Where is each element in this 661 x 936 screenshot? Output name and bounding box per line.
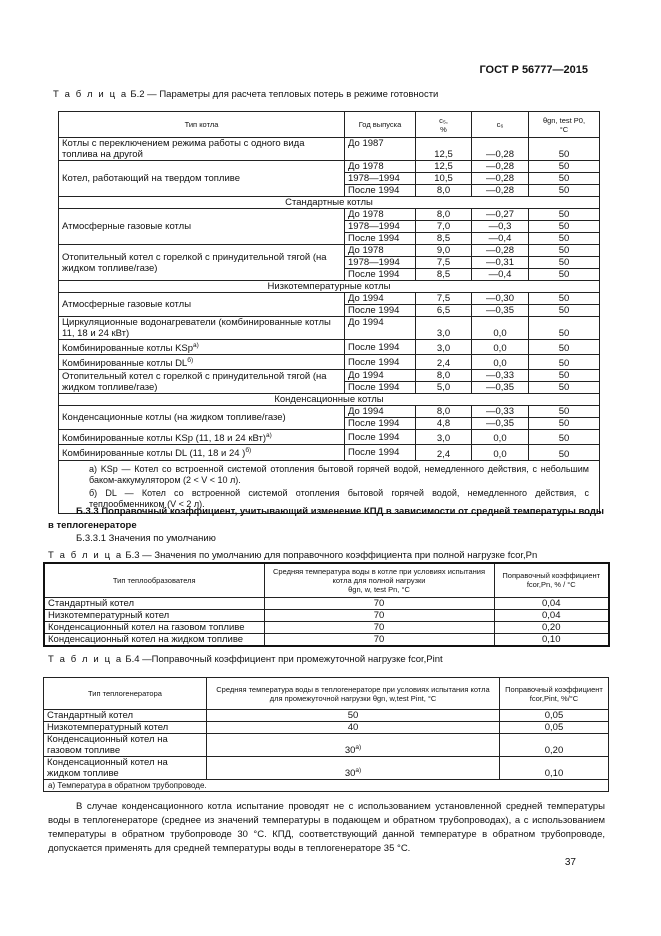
row-type: Атмосферные газовые котлы [59,293,345,317]
row-theta: 50 [529,445,600,460]
row-year: После 1994 [345,269,416,281]
table-row [59,430,600,445]
row-year: После 1994 [345,445,416,460]
row-c6: —0,35 [472,382,529,394]
row-year: После 1994 [345,382,416,394]
table-row [44,597,609,609]
row-year: 1978—1994 [345,257,416,269]
table-row [44,633,609,646]
row-theta: 50 [529,269,600,281]
body-paragraph: В случае конденсационного котла испытание проводят не с использованием установленной средней температуры воды в теплогенераторе (среднее из значений температуры в подающем и обратном трубопроводах), а с использованием температуры в обратном трубопроводе 30 °С. КПД, соответствующий данной температуре в обратном трубопроводе, допускается применять для средней температуры воды в теплогенераторе 35 °С. [48,801,605,854]
row-coef: 0,10 [500,757,609,780]
row-temp: $30^{а)}$ [207,757,500,780]
section-row [59,197,600,209]
table-b3 [43,562,610,647]
row-coef: 0,04 [494,609,609,621]
standard-header: ГОСТ Р 56777—2015 [479,64,588,76]
row-year: До 1994 [345,406,416,418]
table-row [44,757,609,780]
page-number: 37 [564,857,576,868]
header-temp: Средняя температура воды в теплогенераторе при условиях испытания котла для промежуточной нагрузки θgn, w,test Pint, °C [207,678,500,710]
row-c5: 8,5 [416,233,472,245]
row-type: Комбинированные котлы $DL^{б)}$ [59,355,345,370]
table-row [59,245,600,257]
row-year: До 1978 [345,161,416,173]
row-c6: —0,28 [472,185,529,197]
row-year: До 1994 [345,370,416,382]
row-c6: —0,35 [472,305,529,317]
row-theta: 50 [529,293,600,305]
row-year: После 1994 [345,340,416,355]
header-type: Тип теплогенератора [44,678,207,710]
row-type: Стандартный котел [44,597,264,609]
row-type: Отопительный котел с горелкой с принудительной тягой (на жидком топливе/газе) [59,370,345,394]
row-year: До 1978 [345,245,416,257]
table-row [44,621,609,633]
row-theta: 50 [529,305,600,317]
row-c5: 6,5 [416,305,472,317]
row-c5: 8,0 [416,209,472,221]
row-c6: —0,27 [472,209,529,221]
row-theta: 50 [529,209,600,221]
row-c5: 3,0 [416,430,472,445]
row-c6: —0,30 [472,293,529,305]
row-temp: 40 [207,722,500,734]
section-title: Стандартные котлы [59,197,600,209]
table-b4 [43,677,609,792]
table-label: Т а б л и ц а [53,89,128,100]
row-theta: 50 [529,257,600,269]
header-year: Год выпуска [345,112,416,138]
row-theta: 50 [529,340,600,355]
row-theta: 50 [529,245,600,257]
row-theta: 50 [529,382,600,394]
row-c5: 8,0 [416,370,472,382]
row-type: Конденсационный котел на газовом топливе [44,621,264,633]
row-temp: 50 [207,710,500,722]
row-theta: 50 [529,406,600,418]
section-b33-title: Б.3.3 Поправочный коэффициент, учитывающий изменение КПД в зависимости от средней температуры воды в теплогенераторе [48,506,604,531]
row-temp: 70 [264,633,494,646]
row-year: 1978—1994 [345,173,416,185]
row-coef: 0,05 [500,710,609,722]
row-temp: 70 [264,609,494,621]
header-coef: Поправочный коэффициент fcor,Pn, % / °C [494,563,609,597]
footnote-a: а) KSp — Котел со встроенной системой отопления бытовой горячей водой, немедленного действия, с небольшим баком-аккумулятором (2 < V < 10 л). [89,463,589,485]
row-c6: 0,0 [472,317,529,340]
row-c5: 8,0 [416,185,472,197]
row-year: После 1994 [345,355,416,370]
row-year: До 1987 [345,138,416,161]
table-row [59,209,600,221]
row-c5: 9,0 [416,245,472,257]
row-type: Низкотемпературный котел [44,609,264,621]
row-c6: —0,35 [472,418,529,430]
row-c5: 7,5 [416,293,472,305]
table-label: Т а б л и ц а [48,654,123,665]
table-row [59,406,600,418]
row-coef: 0,04 [494,597,609,609]
row-c5: 3,0 [416,317,472,340]
table-label: Т а б л и ц а [48,550,123,561]
row-c6: —0,33 [472,370,529,382]
row-year: До 1994 [345,293,416,305]
table-row [44,710,609,722]
table-row [59,445,600,460]
row-theta: 50 [529,185,600,197]
row-year: После 1994 [345,305,416,317]
row-c5: 7,0 [416,221,472,233]
table-row [44,734,609,757]
row-year: После 1994 [345,430,416,445]
row-year: До 1978 [345,209,416,221]
row-type: Комбинированные котлы KSp (11, 18 и 24 кВт)$^{а)}$ [59,430,345,445]
row-temp: 70 [264,597,494,609]
header-type: Тип теплообразователя [44,563,264,597]
footnote-b: б) DL — Котел со встроенной системой отопления бытовой горячей водой, немедленного действия, с теплообменником (V < 2 л). [89,487,589,509]
row-c6: 0,0 [472,445,529,460]
row-c6: —0,28 [472,245,529,257]
row-theta: 50 [529,418,600,430]
row-coef: 0,05 [500,722,609,734]
table-row [59,138,600,161]
table-row [44,722,609,734]
row-coef: 0,10 [494,633,609,646]
row-c6: —0,31 [472,257,529,269]
row-theta: 50 [529,173,600,185]
table-title: Б.4 —Поправочный коэффициент при промежуточной нагрузке fcor,Pint [125,654,443,665]
row-theta: 50 [529,430,600,445]
section-b331: Б.3.3.1 Значения по умолчанию [76,533,216,544]
row-type: Отопительный котел с горелкой с принудительной тягой (на жидком топливе/газе) [59,245,345,281]
section-row [59,394,600,406]
header-theta: θgn, test P0, °C [529,112,600,138]
row-c5: 3,0 [416,340,472,355]
table-title: Б.2 — Параметры для расчета тепловых потерь в режиме готовности [130,89,439,100]
row-theta: 50 [529,355,600,370]
row-c5: 7,5 [416,257,472,269]
row-c6: —0,28 [472,138,529,161]
row-c6: 0,0 [472,340,529,355]
section-title: Конденсационные котлы [59,394,600,406]
row-c6: —0,28 [472,173,529,185]
table-row [59,293,600,305]
row-theta: 50 [529,233,600,245]
section-title: Низкотемпературные котлы [59,281,600,293]
row-c5: 4,8 [416,418,472,430]
row-temp: $30^{а)}$ [207,734,500,757]
table-title: Б.3 — Значения по умолчанию для поправочного коэффициента при полной нагрузке fcor,Pn [125,550,538,561]
section-row [59,281,600,293]
table-b4-caption [48,654,443,665]
row-type: Конденсационный котел на газовом топливе [44,734,207,757]
row-year: 1978—1994 [345,221,416,233]
header-temp: Средняя температура воды в котле при условиях испытания котла для полной нагрузки θgn, w, test Pn, °C [264,563,494,597]
row-c6: —0,4 [472,269,529,281]
row-type: Атмосферные газовые котлы [59,209,345,245]
row-theta: 50 [529,138,600,161]
row-theta: 50 [529,370,600,382]
table-b2-caption [53,89,438,100]
row-type: Низкотемпературный котел [44,722,207,734]
header-c6: c₆ [472,112,529,138]
row-coef: 0,20 [494,621,609,633]
header-type: Тип котла [59,112,345,138]
row-c5: 5,0 [416,382,472,394]
row-c6: 0,0 [472,430,529,445]
row-type: Котел, работающий на твердом топливе [59,161,345,197]
table-row [59,355,600,370]
row-c5: 10,5 [416,173,472,185]
table-row [44,609,609,621]
row-type: Конденсационный котел на жидком топливе [44,633,264,646]
row-c5: 2,4 [416,355,472,370]
row-c5: 8,5 [416,269,472,281]
row-c5: 2,4 [416,445,472,460]
row-c6: —0,4 [472,233,529,245]
row-year: До 1994 [345,317,416,340]
row-type: Конденсационные котлы (на жидком топливе/газе) [59,406,345,430]
row-year: После 1994 [345,233,416,245]
table-footnote: а) Температура в обратном трубопроводе. [44,780,609,792]
row-c6: —0,3 [472,221,529,233]
header-c5: c₅, % [416,112,472,138]
row-type: Циркуляционные водонагреватели (комбинированные котлы 11, 18 и 24 кВт) [59,317,345,340]
header-coef: Поправочный коэффициент fcor,Pint, %/°C [500,678,609,710]
row-c6: —0,28 [472,161,529,173]
row-year: После 1994 [345,185,416,197]
row-c6: —0,33 [472,406,529,418]
row-type: Котлы с переключением режима работы с одного вида топлива на другой [59,138,345,161]
row-theta: 50 [529,161,600,173]
row-type: Комбинированные котлы KSp$^{а)}$ [59,340,345,355]
row-theta: 50 [529,221,600,233]
row-c5: 12,5 [416,161,472,173]
table-header-row [59,112,600,138]
row-coef: 0,20 [500,734,609,757]
row-theta: 50 [529,317,600,340]
row-c5: 12,5 [416,138,472,161]
table-row [59,340,600,355]
table-b3-caption [48,550,537,561]
table-header-row [44,678,609,710]
table-row [59,317,600,340]
row-type: Комбинированные котлы DL (11, 18 и 24 )$^{б)}$ [59,445,345,460]
row-c5: 8,0 [416,406,472,418]
table-row [59,161,600,173]
table-b2 [58,111,600,514]
row-type: Стандартный котел [44,710,207,722]
row-temp: 70 [264,621,494,633]
row-c6: 0,0 [472,355,529,370]
footnote-row [44,780,609,792]
table-row [59,370,600,382]
row-type: Конденсационный котел на жидком топливе [44,757,207,780]
table-header-row [44,563,609,597]
row-year: После 1994 [345,418,416,430]
